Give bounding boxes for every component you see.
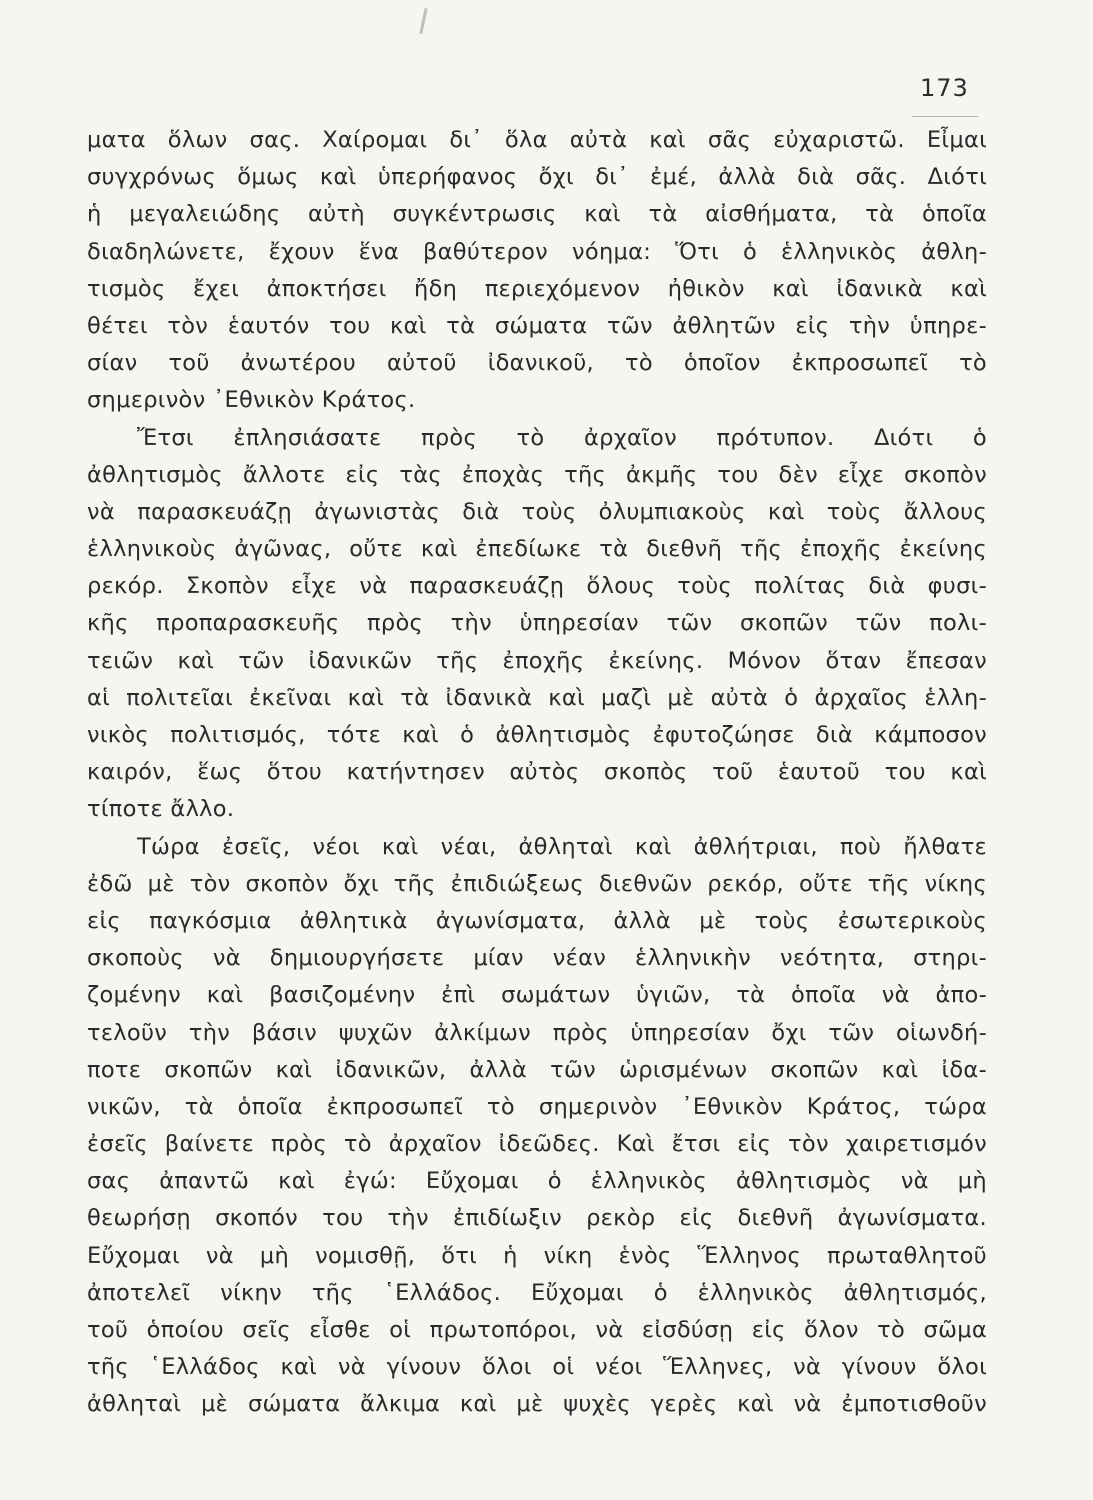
text-line: ζομένην καὶ βασιζομένην ἐπὶ σωμάτων ὑγιῶν, τὰ ὁποῖα νὰ ἀπο-	[87, 982, 987, 1009]
text-line: τίποτε ἄλλο.	[87, 796, 235, 823]
text-line: ἀθληταὶ μὲ σώματα ἄλκιμα καὶ μὲ ψυχὲς γερὲς καὶ νὰ ἐμποτισθοῦν	[87, 1391, 987, 1418]
text-line: ἀθλητισμὸς ἄλλοτε εἰς τὰς ἐποχὰς τῆς ἀκμῆς του δὲν εἶχε σκοπὸν	[87, 461, 987, 488]
text-line: αἱ πολιτεῖαι ἐκεῖναι καὶ τὰ ἰδανικὰ καὶ μαζὶ μὲ αὐτὰ ὁ ἀρχαῖος ἑλλη-	[87, 684, 987, 711]
text-line: ἀποτελεῖ νίκην τῆς ῾Ελλάδος. Εὔχομαι ὁ ἑλληνικὸς ἀθλητισμός,	[87, 1279, 987, 1306]
text-line: Εὔχομαι νὰ μὴ νομισθῇ, ὅτι ἡ νίκη ἑνὸς Ἕλληνος πρωταθλητοῦ	[87, 1242, 987, 1269]
text-line: διαδηλώνετε, ἔχουν ἕνα βαθύτερον νόημα: Ὅτι ὁ ἑλληνικὸς ἀθλη-	[87, 238, 987, 265]
page-number: 173	[920, 74, 969, 102]
text-line: σκοποὺς νὰ δημιουργήσετε μίαν νέαν ἑλληνικὴν νεότητα, στηρι-	[87, 945, 987, 972]
text-line: νικῶν, τὰ ὁποῖα ἐκπροσωπεῖ τὸ σημερινὸν ᾿Εθνικὸν Κράτος, τώρα	[87, 1093, 987, 1120]
ink-mark	[419, 8, 427, 34]
text-line: νὰ παρασκευάζῃ ἀγωνιστὰς διὰ τοὺς ὀλυμπιακοὺς καὶ τοὺς ἄλλους	[87, 498, 987, 525]
text-line: εἰς παγκόσμια ἀθλητικὰ ἀγωνίσματα, ἀλλὰ μὲ τοὺς ἐσωτερικοὺς	[87, 907, 987, 934]
text-line: ἑλληνικοὺς ἀγῶνας, οὔτε καὶ ἐπεδίωκε τὰ διεθνῆ τῆς ἐποχῆς ἐκείνης	[87, 536, 987, 563]
text-line: τισμὸς ἔχει ἀποκτήσει ἤδη περιεχόμενον ἠθικὸν καὶ ἰδανικὰ καὶ	[87, 275, 987, 302]
text-line: Τώρα ἐσεῖς, νέοι καὶ νέαι, ἀθληταὶ καὶ ἀθλήτριαι, ποὺ ἤλθατε	[137, 833, 987, 860]
text-line: τῆς ῾Ελλάδος καὶ νὰ γίνουν ὅλοι οἱ νέοι Ἕλληνες, νὰ γίνουν ὅλοι	[87, 1354, 987, 1381]
text-line: σίαν τοῦ ἀνωτέρου αὐτοῦ ἰδανικοῦ, τὸ ὁποῖον ἐκπροσωπεῖ τὸ	[87, 350, 987, 377]
text-line: ἐσεῖς βαίνετε πρὸς τὸ ἀρχαῖον ἰδεῶδες. Καὶ ἔτσι εἰς τὸν χαιρετισμόν	[87, 1131, 987, 1158]
text-line: σημερινὸν ᾿Εθνικὸν Κράτος.	[87, 387, 416, 414]
body-text	[87, 122, 987, 1424]
text-line: θεωρήσῃ σκοπόν του τὴν ἐπιδίωξιν ρεκὸρ εἰς διεθνῆ ἀγωνίσματα.	[87, 1205, 987, 1232]
text-line: σας ἀπαντῶ καὶ ἐγώ: Εὔχομαι ὁ ἑλληνικὸς ἀθλητισμὸς νὰ μὴ	[87, 1168, 987, 1195]
text-line: τειῶν καὶ τῶν ἰδανικῶν τῆς ἐποχῆς ἐκείνης. Μόνον ὅταν ἔπεσαν	[87, 647, 987, 674]
text-line: θέτει τὸν ἑαυτόν του καὶ τὰ σώματα τῶν ἀθλητῶν εἰς τὴν ὑπηρε-	[87, 312, 987, 339]
text-line: καιρόν, ἕως ὅτου κατήντησεν αὐτὸς σκοπὸς τοῦ ἑαυτοῦ του καὶ	[87, 759, 987, 786]
page-number-rule	[912, 116, 978, 117]
text-line: συγχρόνως ὅμως καὶ ὑπερήφανος ὄχι δι᾿ ἐμέ, ἀλλὰ διὰ σᾶς. Διότι	[87, 164, 987, 191]
text-line: ρεκόρ. Σκοπὸν εἶχε νὰ παρασκευάζῃ ὅλους τοὺς πολίτας διὰ φυσι-	[87, 573, 987, 600]
text-line: ποτε σκοπῶν καὶ ἰδανικῶν, ἀλλὰ τῶν ὡρισμένων σκοπῶν καὶ ἰδα-	[87, 1056, 987, 1083]
text-line: νικὸς πολιτισμός, τότε καὶ ὁ ἀθλητισμὸς ἐφυτοζώησε διὰ κάμποσον	[87, 722, 987, 748]
text-line: ἡ μεγαλειώδης αὐτὴ συγκέντρωσις καὶ τὰ αἰσθήματα, τὰ ὁποῖα	[87, 201, 987, 228]
text-line: κῆς προπαρασκευῆς πρὸς τὴν ὑπηρεσίαν τῶν σκοπῶν τῶν πολι-	[87, 610, 987, 637]
text-line: τελοῦν τὴν βάσιν ψυχῶν ἀλκίμων πρὸς ὑπηρεσίαν ὄχι τῶν οἱωνδή-	[87, 1019, 987, 1046]
text-line: ματα ὅλων σας. Χαίρομαι δι᾿ ὅλα αὐτὰ καὶ σᾶς εὐχαριστῶ. Εἶμαι	[87, 127, 987, 153]
text-line: τοῦ ὁποίου σεῖς εἶσθε οἱ πρωτοπόροι, νὰ εἰσδύσῃ εἰς ὅλον τὸ σῶμα	[87, 1317, 987, 1343]
text-line: Ἔτσι ἐπλησιάσατε πρὸς τὸ ἀρχαῖον πρότυπον. Διότι ὁ	[137, 424, 987, 451]
text-line: ἐδῶ μὲ τὸν σκοπὸν ὄχι τῆς ἐπιδιώξεως διεθνῶν ρεκόρ, οὔτε τῆς νίκης	[87, 870, 987, 897]
